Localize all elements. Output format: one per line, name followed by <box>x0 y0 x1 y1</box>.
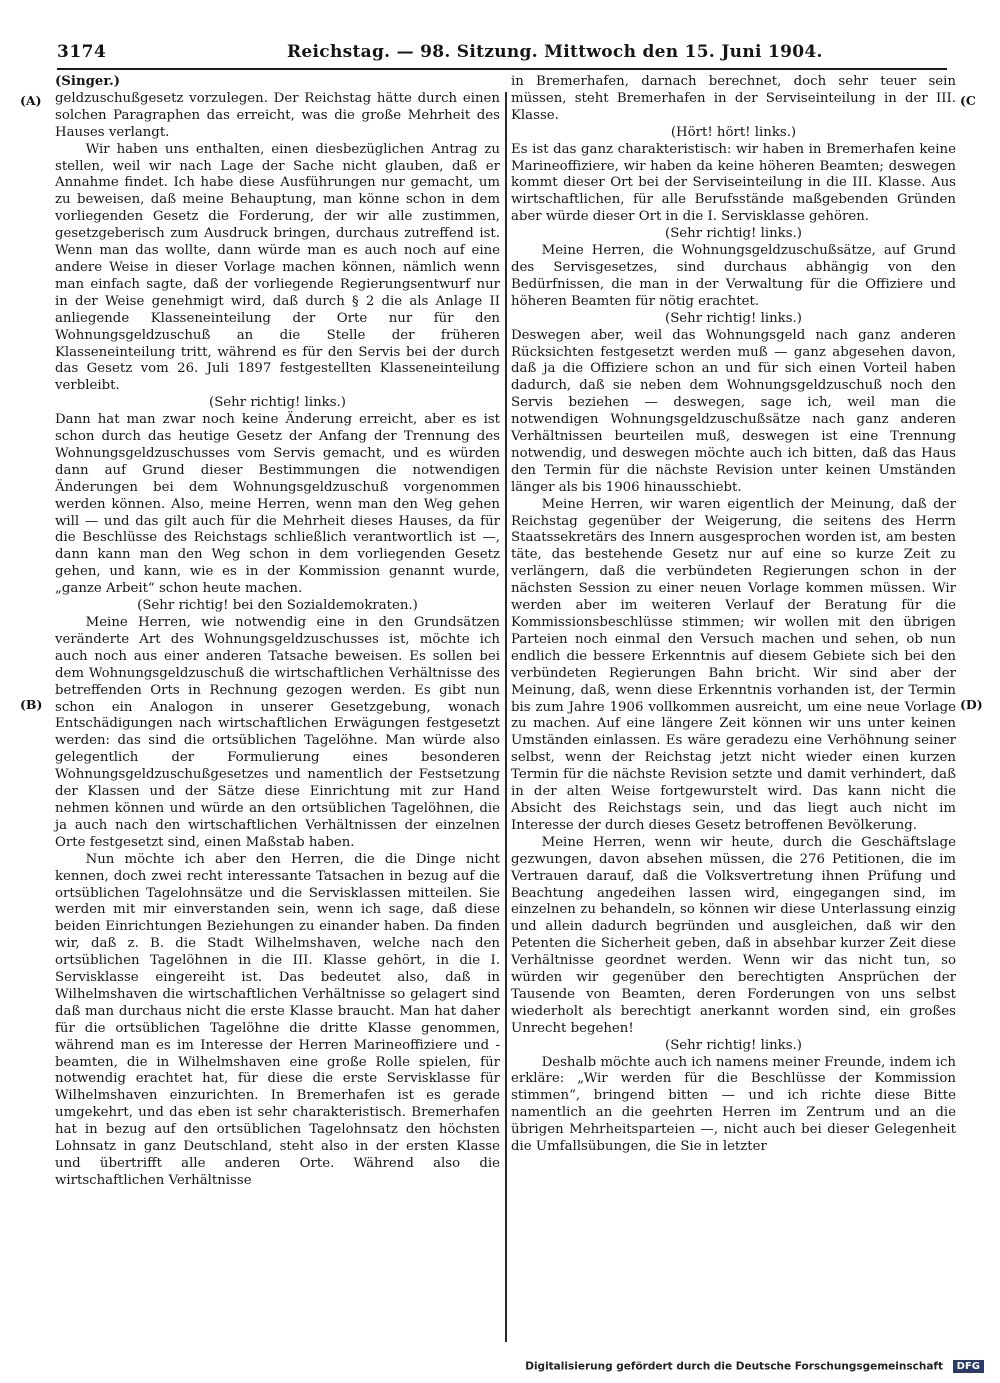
interjection: (Sehr richtig! bei den Sozialdemokraten.) <box>137 598 418 614</box>
interjection: (Hört! hört! links.) <box>670 124 797 140</box>
paragraph: Dann hat man zwar noch keine Änderung erreicht, aber es ist schon durch das heutige Gesetz der Anfang der Trennung des Wohnungsgeldzuschusses vom Servis gemacht, und es würden dann auf Grund dieser Bestimmungen die notwendigen Änderungen bei dem Wohnungsgeldzuschuß vorgenommen werden können. Also, meine Herren, wenn man den Weg gehen will — und das gilt auch für die Mehrheit dieses Hauses, da für die Beschlüsse des Reichstags schließlich verantwortlich ist —, dann kann man den Weg schon in dem vorliegenden Gesetz gehen, und kann, wie es in der Kommission genannt wurde, „ganze Arbeit“ schon heute machen. <box>55 412 500 597</box>
paragraph: Deswegen aber, weil das Wohnungsgeld nach ganz anderen Rücksichten festgesetzt werden muß — ganz abgesehen davon, daß ja die Offiziere schon an und für sich einen Vorteil haben dadurch, daß sie neben dem Wohnungsgeldzuschuß noch den Servis beziehen — deswegen, sage ich, weil man die notwendigen Wohnungsgeldzuschußsätze nach ganz anderen Verhältnissen beurteilen muß, deswegen ist eine Trennung notwendig, und deswegen möchte auch ich bitten, daß das Haus den Termin für die nächste Revision unter keinen Umständen länger als bis 1906 hinausschiebt. <box>511 327 956 495</box>
left-text-column <box>55 74 500 1190</box>
margin-mark-c: (C <box>960 93 976 108</box>
page-number: 3174 <box>57 42 107 62</box>
page-footer <box>525 1360 984 1373</box>
paragraph: in Bremerhafen, darnach berechnet, doch sehr teuer sein müssen, steht Bremerhafen in der Serviseinteilung in der III. Klasse. <box>511 74 956 123</box>
interjection: (Sehr richtig! links.) <box>665 310 802 326</box>
interjection: (Sehr richtig! links.) <box>665 226 802 242</box>
paragraph: Meine Herren, wir waren eigentlich der Meinung, daß der Reichstag gegenüber der Weigerung, die seitens des Herrn Staatssekretärs des Innern ausgesprochen worden ist, am besten täte, das bestehende Gesetz nur auf eine so kurze Zeit zu verlängern, daß die verbündeten Regierungen schon in der nächsten Session zu einer neuen Vorlage kommen müssen. Wir werden aber im weiteren Verlauf der Beratung für die Kommissionsbeschlüsse stimmen; wir wollen mit den übrigen Parteien noch einmal den Versuch machen und sehen, ob nun endlich die bessere Erkenntnis auf diesem Gebiete sich bei den verbündeten Regierungen Bahn bricht. Wir sind aber der Meinung, daß, wenn diese Erkenntnis vorhanden ist, der Termin bis zum Jahre 1906 vollkommen ausreicht, um eine neue Vorlage zu machen. Auf eine längere Zeit können wir uns unter keinen Umständen einlassen. Es wäre geradezu eine Verhöhnung seiner selbst, wenn der Reichstag jetzt nicht wieder einen kurzen Termin für die nächste Revision setzte und damit verhindert, daß in der alten Weise fortgewurstelt wird. Das kann nicht die Absicht des Reichstags sein, und das liegt auch nicht im Interesse der durch dieses Gesetz betroffenen Bevölkerung. <box>511 496 956 833</box>
page-header <box>57 42 947 68</box>
interjection: (Sehr richtig! links.) <box>209 395 346 411</box>
paragraph: geldzuschußgesetz vorzulegen. Der Reichstag hätte durch einen solchen Paragraphen das erreicht, was die große Mehrheit des Hauses verlangt. <box>55 90 500 140</box>
paragraph: Wir haben uns enthalten, einen diesbezüglichen Antrag zu stellen, weil wir nach Lage der Sache nicht glauben, daß er Annahme findet. Ich habe diese Ausführungen nur gemacht, um zu beweisen, daß meine Behauptung, man könne schon in dem vorliegenden Gesetz die Forderung, der wir alle zustimmen, gesetzgeberisch zum Ausdruck bringen, durchaus zutreffend ist. Wenn man das wollte, dann würde man es auch noch auf eine andere Weise in dieser Vorlage machen können, nämlich wenn man einfach sagte, daß der vorliegende Regierungsentwurf nur in der Weise genehmigt wird, daß durch § 2 die als Anlage II anliegende Klasseneinteilung der Orte nur für den Wohnungsgeldzuschuß an die Stelle der früheren Klasseneinteilung tritt, während es für den Servis bei der durch das Gesetz vom 26. Juli 1897 festgestellten Klasseneinteilung verbleibt. <box>55 141 500 394</box>
paragraph: Meine Herren, wie notwendig eine in den Grundsätzen veränderte Art des Wohnungsgeldzuschusses ist, möchte ich auch noch aus einer anderen Tatsache beweisen. Es sollen bei dem Wohnungsgeldzuschuß die wirtschaftlichen Verhältnisse des betreffenden Orts in Rechnung gezogen werden. Es gibt nun schon ein Analogon in unserer Gesetzgebung, wonach Entschädigungen nach wirtschaftlichen Erwägungen festgesetzt werden: das sind die ortsüblichen Tagelöhne. Man würde also gelegentlich der Formulierung eines besonderen Wohnungsgeldzuschußgesetzes und namentlich der Festsetzung der Klassen und der Sätze diese Einrichtung mit zur Hand nehmen können und würde an den ortsüblichen Tagelöhnen, die ja auch nach den wirtschaftlichen Verhältnissen der einzelnen Orte festgesetzt sind, einen Maßstab haben. <box>55 615 500 850</box>
funding-note: Digitalisierung gefördert durch die Deutsche Forschungsgemeinschaft <box>525 1360 943 1373</box>
interjection: (Sehr richtig! links.) <box>665 1037 802 1053</box>
column-divider <box>505 92 507 1342</box>
speaker-name: (Singer.) <box>55 74 121 89</box>
paragraph: Meine Herren, wenn wir heute, durch die Geschäftslage gezwungen, davon absehen müssen, die 276 Petitionen, die im Vertrauen darauf, daß die Volksvertretung ihnen Prüfung und Beachtung angedeihen lassen wird, eingegangen sind, im einzelnen zu behandeln, so können wir diese Unterlassung einzig und allein dadurch begründen und ausgleichen, daß wir den Petenten die Sicherheit geben, daß in absehbar kurzer Zeit diese Verhältnisse geordnet werden. Wenn wir das nicht tun, so würden wir gegenüber den berechtigten Ansprüchen der Tausende von Beamten, deren Forderungen von uns selbst wiederholt als berechtigt anerkannt worden sind, ein großes Unrecht begehen! <box>511 834 956 1036</box>
paragraph: Nun möchte ich aber den Herren, die die Dinge nicht kennen, doch zwei recht interessante Tatsachen in bezug auf die ortsüblichen Tagelohnsätze und die Servisklassen mitteilen. Sie werden mit mir einverstanden sein, wenn ich sage, daß diese beiden Einrichtungen Beziehungen zu einander haben. Da finden wir, daß z. B. die Stadt Wilhelmshaven, welche nach den ortsüblichen Tagelöhnen in die III. Klasse gehört, in die I. Servisklasse eingereiht ist. Das bedeutet also, daß in Wilhelmshaven die wirtschaftlichen Verhältnisse so gelagert sind daß man durchaus nicht die erste Klasse braucht. Man hat daher für die ortsüblichen Tagelöhne die dritte Klasse genommen, während man es im Interesse der Herren Marineoffiziere und -beamten, die in Wilhelmshaven eine große Rolle spielen, für notwendig erachtet hat, für diese die erste Servisklasse für Wilhelmshaven einzurichten. In Bremerhafen ist es gerade umgekehrt, und das eben ist sehr charakteristisch. Bremerhafen hat in bezug auf den ortsüblichen Tagelohnsatz den höchsten Lohnsatz in ganz Deutschland, steht also in der ersten Klasse und übertrifft alle anderen Orte. Während also die wirtschaftlichen Verhältnisse <box>55 851 500 1188</box>
right-text-column <box>511 74 956 1156</box>
paragraph: Es ist das ganz charakteristisch: wir haben in Bremerhafen keine Marineoffiziere, wir haben da keine höheren Beamten; deswegen kommt dieser Ort bei der Serviseinteilung in die III. Klasse. Aus wirtschaftlichen, für alle Berufsstände maßgebenden Gründen aber würde dieser Ort in die I. Servisklasse gehören. <box>511 141 956 225</box>
margin-mark-d: (D) <box>960 697 983 712</box>
paragraph: Meine Herren, die Wohnungsgeldzuschußsätze, auf Grund des Servisgesetzes, sind durchaus abhängig von den Bedürfnissen, die man in der Verwaltung für die Offiziere und höheren Beamten für nötig erachtet. <box>511 243 956 309</box>
dfg-logo: DFG <box>953 1360 984 1373</box>
margin-mark-b: (B) <box>20 697 43 712</box>
running-title: Reichstag. — 98. Sitzung. Mittwoch den 15. Juni 1904. <box>287 42 823 62</box>
paragraph: Deshalb möchte auch ich namens meiner Freunde, indem ich erkläre: „Wir werden für die Beschlüsse der Kommission stimmen“, bringend bitten — und ich richte diese Bitte namentlich an die geehrten Herren im Zentrum und an die übrigen Mehrheitsparteien —, nicht auch bei dieser Gelegenheit die Umfallsübungen, die Sie in letzter <box>511 1054 956 1155</box>
header-rule <box>57 68 947 70</box>
margin-mark-a: (A) <box>20 93 42 108</box>
